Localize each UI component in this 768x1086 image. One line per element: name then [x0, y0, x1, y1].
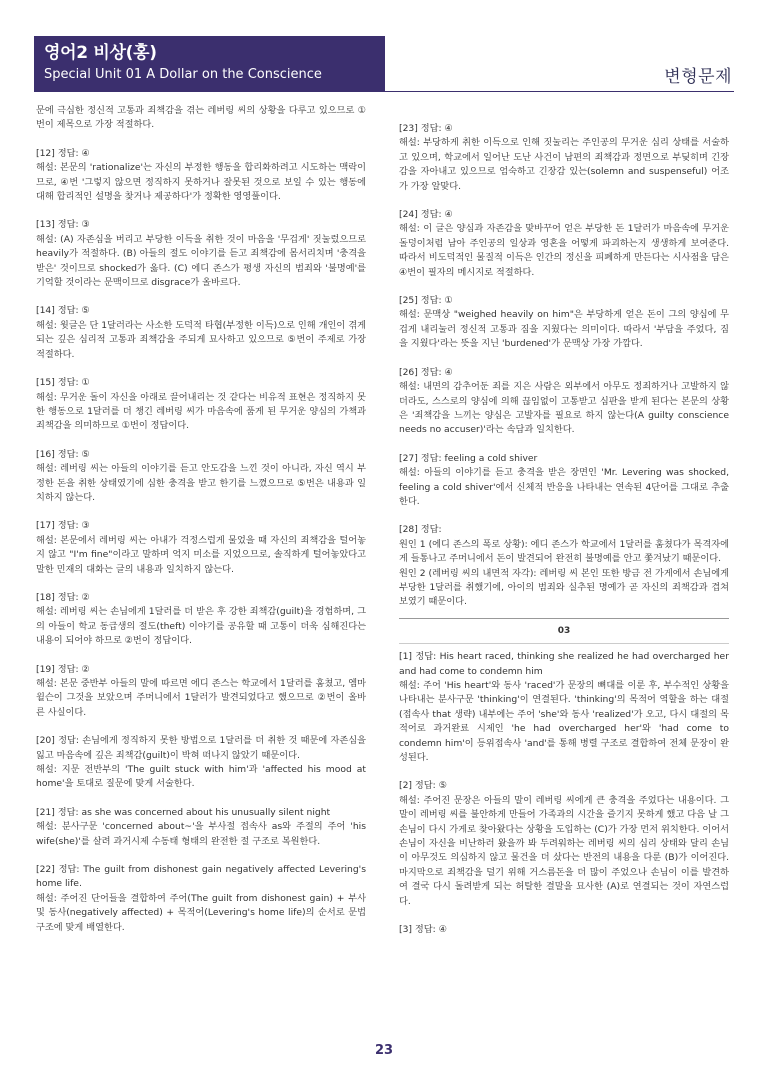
- answer-block: [16] 정답: ⑤ 해설: 레버링 씨는 아들의 이야기를 듣고 안도감을 느낀 것이 아니라, 자신 역시 부정한 돈을 취한 상태였기에 심한 충격을 받고 한기를 느꼈으므로 ⑤번은 내용과 일치하지 않는다.: [36, 448, 366, 503]
- answer-block: [26] 정답: ④ 해설: 내면의 감추어둔 죄를 지은 사람은 외부에서 아무도 정죄하거나 고발하지 않더라도, 스스로의 양심에 의해 끊임없이 고통받고 심판을 받게 된다는 본문의 상황은 '죄책감을 느끼는 양심은 고발자를 필요로 하지 않는다(A guilty conscience needs no accuser)'라는 속담과 일치한다.: [399, 366, 729, 436]
- answer-block: [23] 정답: ④ 해설: 부당하게 취한 이득으로 인해 짓눌리는 주인공의 무거운 심리 상태를 서술하고 있으며, 학교에서 일어난 도난 사건이 남편의 죄책감과 정면으로 부딪히며 긴장감을 자아내고 있으므로 엄숙하고 긴장감 있는(solemn and suspenseful) 어조가 가장 알맞다.: [399, 123, 729, 192]
- answer-block: [2] 정답: ⑤ 해설: 주어진 문장은 아들의 말이 레버링 씨에게 큰 충격을 주었다는 내용이다. 그 말이 레버링 씨를 불안하게 만들어 가족과의 시간을 즐기지 못하게 했고 다음 날 그 손님이 다시 가게로 찾아왔다는 상황을 도입하는 (C)가 가장 먼저 위치한다. 이어서 손님이 자신을 비난하러 왔을까 봐 두려워하는 레버링 씨의 심리 상태와 달리 손님이 아무것도 의심하지 않고 물건을 더 샀다는 반전의 내용을 다룬 (B)가 이어진다. 마지막으로 죄책감을 덜기 위해 거스름돈을 더 많이 주었으나 손님이 이를 발견하여 결국 다시 돌려받게 되는 허탈한 결말을 묘사한 (A)로 연결되는 것이 자연스럽다.: [399, 780, 729, 907]
- answer-block: [12] 정답: ④ 해설: 본문의 'rationalize'는 자신의 부정한 행동을 합리화하려고 시도하는 맥락이므로, ④번 '그렇지 않으면 정직하지 못하거나 잘못된 것으로 보일 수 있는 행동에 대해 합리적인 설명을 찾거나 제공하다'가 정확한 영영풀이다.: [36, 147, 366, 203]
- left-column: [36, 104, 366, 949]
- section-label: 03: [399, 624, 729, 638]
- answer-block: [3] 정답: ④: [399, 924, 447, 936]
- answer-block: [15] 정답: ① 해설: 무거운 돌이 자신을 아래로 끌어내리는 것 같다는 비유적 표현은 정직하지 못한 행동으로 1달러를 더 챙긴 레버링 씨가 마음속에 품게 된 무거운 양심의 가책과 죄책감을 의미하므로 ①번이 정답이다.: [36, 377, 366, 432]
- answer-block: [27] 정답: feeling a cold shiver 해설: 아들의 이야기를 듣고 충격을 받은 장면인 'Mr. Levering was shocked, feeling a cold shiver'에서 신체적 반응을 나타내는 연속된 4단어를 그대로 추출한다.: [399, 452, 729, 507]
- answer-block: [24] 정답: ④ 해설: 이 글은 양심과 자존감을 맞바꾸어 얻은 부당한 돈 1달러가 마음속에 무거운 돌덩이처럼 남아 주인공의 일상과 영혼을 어떻게 파괴하는지 생생하게 보여준다. 따라서 비도덕적인 물질적 이득은 인간의 정신을 피폐하게 만든다는 시사점을 담은 ④번이 필자의 메시지로 적절하다.: [399, 209, 729, 278]
- answer-block: [21] 정답: as she was concerned about his unusually silent night 해설: 분사구문 'concerned about~'을 부사절 접속사 as와 주절의 주어 'his wife(she)'를 살려 과거시제 수동태 형태의 완전한 절 구조로 복원한다.: [36, 806, 366, 847]
- answer-block: 문에 극심한 정신적 고통과 죄책감을 겪는 레버링 씨의 상황을 다루고 있으므로 ①번이 제목으로 가장 적절하다.: [36, 105, 366, 131]
- answer-block: [22] 정답: The guilt from dishonest gain negatively affected Levering's home life. 해설: 주어진 단어들을 결합하여 주어(The guilt from dishonest gain) + 부사 및 동사(negatively affected) + 목적어(Levering's home life)의 순서로 문법 구조에 맞게 배열한다.: [36, 864, 366, 933]
- header-title: 영어2 비상(홍): [44, 43, 157, 63]
- header-rule: [385, 91, 734, 92]
- answer-block: [14] 정답: ⑤ 해설: 윗글은 단 1달러라는 사소한 도덕적 타협(부정한 이득)으로 인해 개인이 겪게 되는 깊은 심리적 고통과 죄책감을 주되게 묘사하고 있으므로 ⑤번이 주제로 가장 적절하다.: [36, 305, 366, 360]
- right-column-upper: [399, 122, 729, 610]
- answer-block: [19] 정답: ② 해설: 본문 중반부 아들의 말에 따르면 에디 존스는 학교에서 1달러를 훔쳤고, 엠마 윌슨이 그것을 보았으며 주머니에서 1달러가 발견되었다고 했으므로 ②번이 올바른 사실이다.: [36, 663, 366, 718]
- page-number: 23: [374, 1043, 394, 1058]
- answer-block: [13] 정답: ③ 해설: (A) 자존심을 버리고 부당한 이득을 취한 것이 마음을 '무겁게' 짓눌렀으므로 heavily가 적절하다. (B) 아들의 절도 이야기를 듣고 죄책감에 몸서리치며 '충격을 받은' 것이므로 shocked가 옳다. (C) 에디 존스가 평생 자신의 범죄와 '불명예'를 기억할 것이라는 문맥이므로 disgrace가 올바르다.: [36, 219, 366, 289]
- header-banner: [34, 36, 385, 92]
- answer-block: [20] 정답: 손님에게 정직하지 못한 방법으로 1달러를 더 취한 것 때문에 자존심을 잃고 마음속에 깊은 죄책감(guilt)이 박혀 떠나지 않았기 때문이다. 해설: 지문 전반부의 'The guilt stuck with him'과 'affected his mood at home'을 토대로 질문에 맞게 서술한다.: [36, 735, 366, 790]
- header-section-label: 변형문제: [664, 67, 732, 87]
- right-column: [399, 122, 729, 952]
- answer-block: [17] 정답: ③ 해설: 본문에서 레버링 씨는 아내가 걱정스럽게 물었을 때 자신의 죄책감을 털어놓지 않고 "I'm fine"이라고 말하며 억지 미소를 지었으므로, 솔직하게 털어놓았다고 말한 민재의 대화는 글의 내용과 일치하지 않는다.: [36, 520, 366, 575]
- answer-block: [28] 정답: 원인 1 (에디 존스의 폭로 상황): 에디 존스가 학교에서 1달러를 훔쳤다가 목격자에게 들통나고 주머니에서 돈이 발견되어 완전히 불명예를 안고 쫓겨났기 때문이다. 원인 2 (레버링 씨의 내면적 자각): 레버링 씨 본인 또한 방금 전 가게에서 손님에게 부당한 1달러를 취했기에, 아이의 범죄와 실추된 명예가 곧 자신의 죄책감과 겹쳐 보였기 때문이다.: [399, 524, 729, 608]
- answer-block: [1] 정답: His heart raced, thinking she realized he had overcharged her and had come to condemn him 해설: 주어 'His heart'와 동사 'raced'가 문장의 뼈대를 이룬 후, 부수적인 상황을 나타내는 분사구문 'thinking'이 연결된다. 'thinking'의 목적어 역할을 하는 대절(접속사 that 생략) 내부에는 주어 'she'와 동사 'realized'가 오고, 다시 대절의 목적어로 과거완료 시제인 'he had overcharged her'와 'had come to condemn him'이 등위접속사 'and'를 통해 병렬 구조로 결합하여 전체 문장이 완성된다.: [399, 651, 729, 764]
- answer-block: [25] 정답: ① 해설: 문맥상 "weighed heavily on him"은 부당하게 얻은 돈이 그의 양심에 무겁게 내리눌러 정신적 고통과 짐을 지웠다는 의미이다. 따라서 '부담을 주었다, 짐을 지웠다'라는 뜻을 지닌 'burdened'가 문맥상 가장 가깝다.: [399, 295, 729, 350]
- header-subtitle: Special Unit 01 A Dollar on the Conscience: [44, 67, 322, 82]
- answer-block: [18] 정답: ② 해설: 레버링 씨는 손님에게 1달러를 더 받은 후 강한 죄책감(guilt)을 경험하며, 그의 아들이 학교 동급생의 절도(theft) 이야기를 공유할 때 고통이 더욱 심해진다는 내용이 되어야 하므로 ②번이 정답이다.: [36, 591, 366, 647]
- right-column-lower: [399, 650, 729, 937]
